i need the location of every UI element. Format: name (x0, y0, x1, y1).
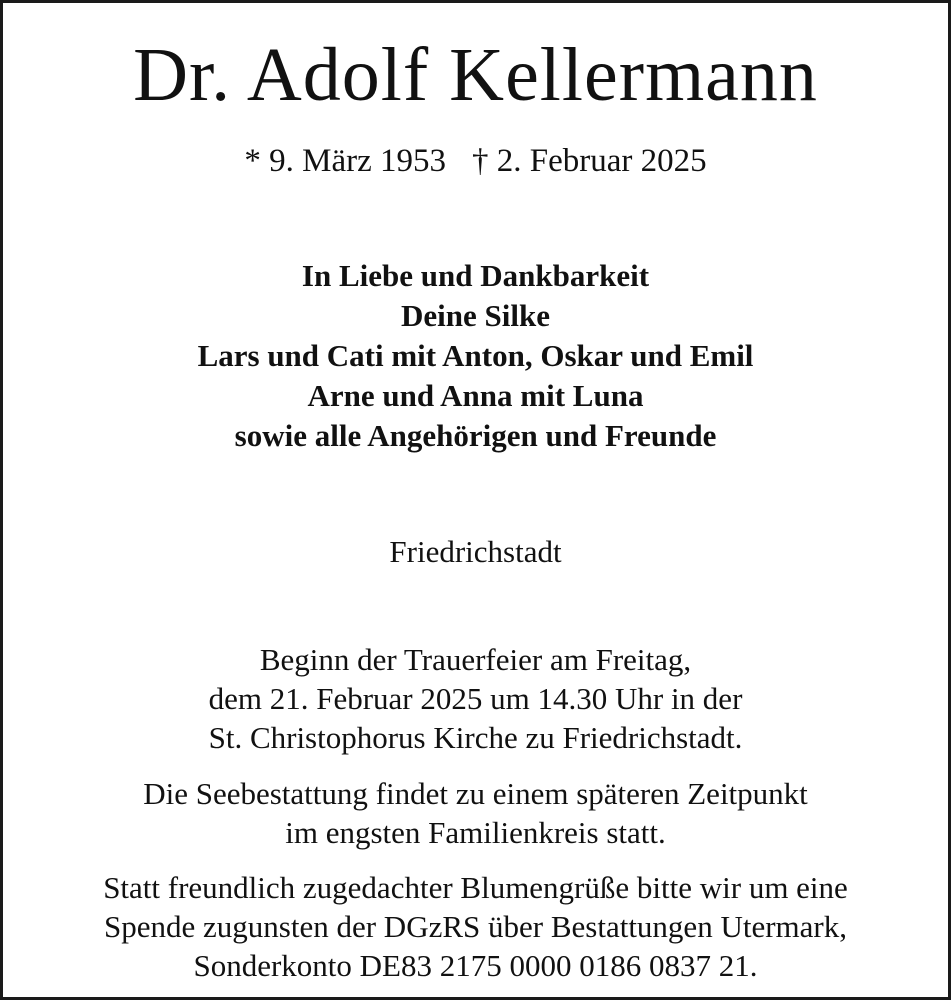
mourners-line: sowie alle Angehörigen und Freunde (234, 418, 717, 453)
donation-line: Spende zugunsten der DGzRS über Bestattungen Utermark, (104, 909, 847, 944)
place-name: Friedrichstadt (389, 534, 562, 569)
mourners-line: Deine Silke (401, 298, 550, 333)
burial-line: Die Seebestattung findet zu einem späteren Zeitpunkt (143, 776, 808, 811)
mourners-line: In Liebe und Dankbarkeit (301, 258, 650, 293)
life-dates (3, 145, 948, 178)
birth-date: * 9. März 1953 (244, 143, 446, 179)
service-line: St. Christophorus Kirche zu Friedrichstadt. (208, 720, 743, 755)
donation-line: Sonderkonto DE83 2175 0000 0186 0837 21. (193, 948, 758, 983)
service-line: Beginn der Trauerfeier am Freitag, (259, 642, 692, 677)
mourners-line: Lars und Cati mit Anton, Oskar und Emil (197, 338, 754, 373)
donation-line: Statt freundlich zugedachter Blumengrüße bitte wir um eine (103, 870, 848, 905)
burial-line: im engsten Familienkreis statt. (285, 815, 666, 850)
deceased-name: Dr. Adolf Kellermann (133, 33, 818, 117)
mourners-line: Arne und Anna mit Luna (307, 378, 644, 413)
death-date: † 2. Februar 2025 (472, 143, 707, 179)
service-line: dem 21. Februar 2025 um 14.30 Uhr in der (208, 681, 743, 716)
